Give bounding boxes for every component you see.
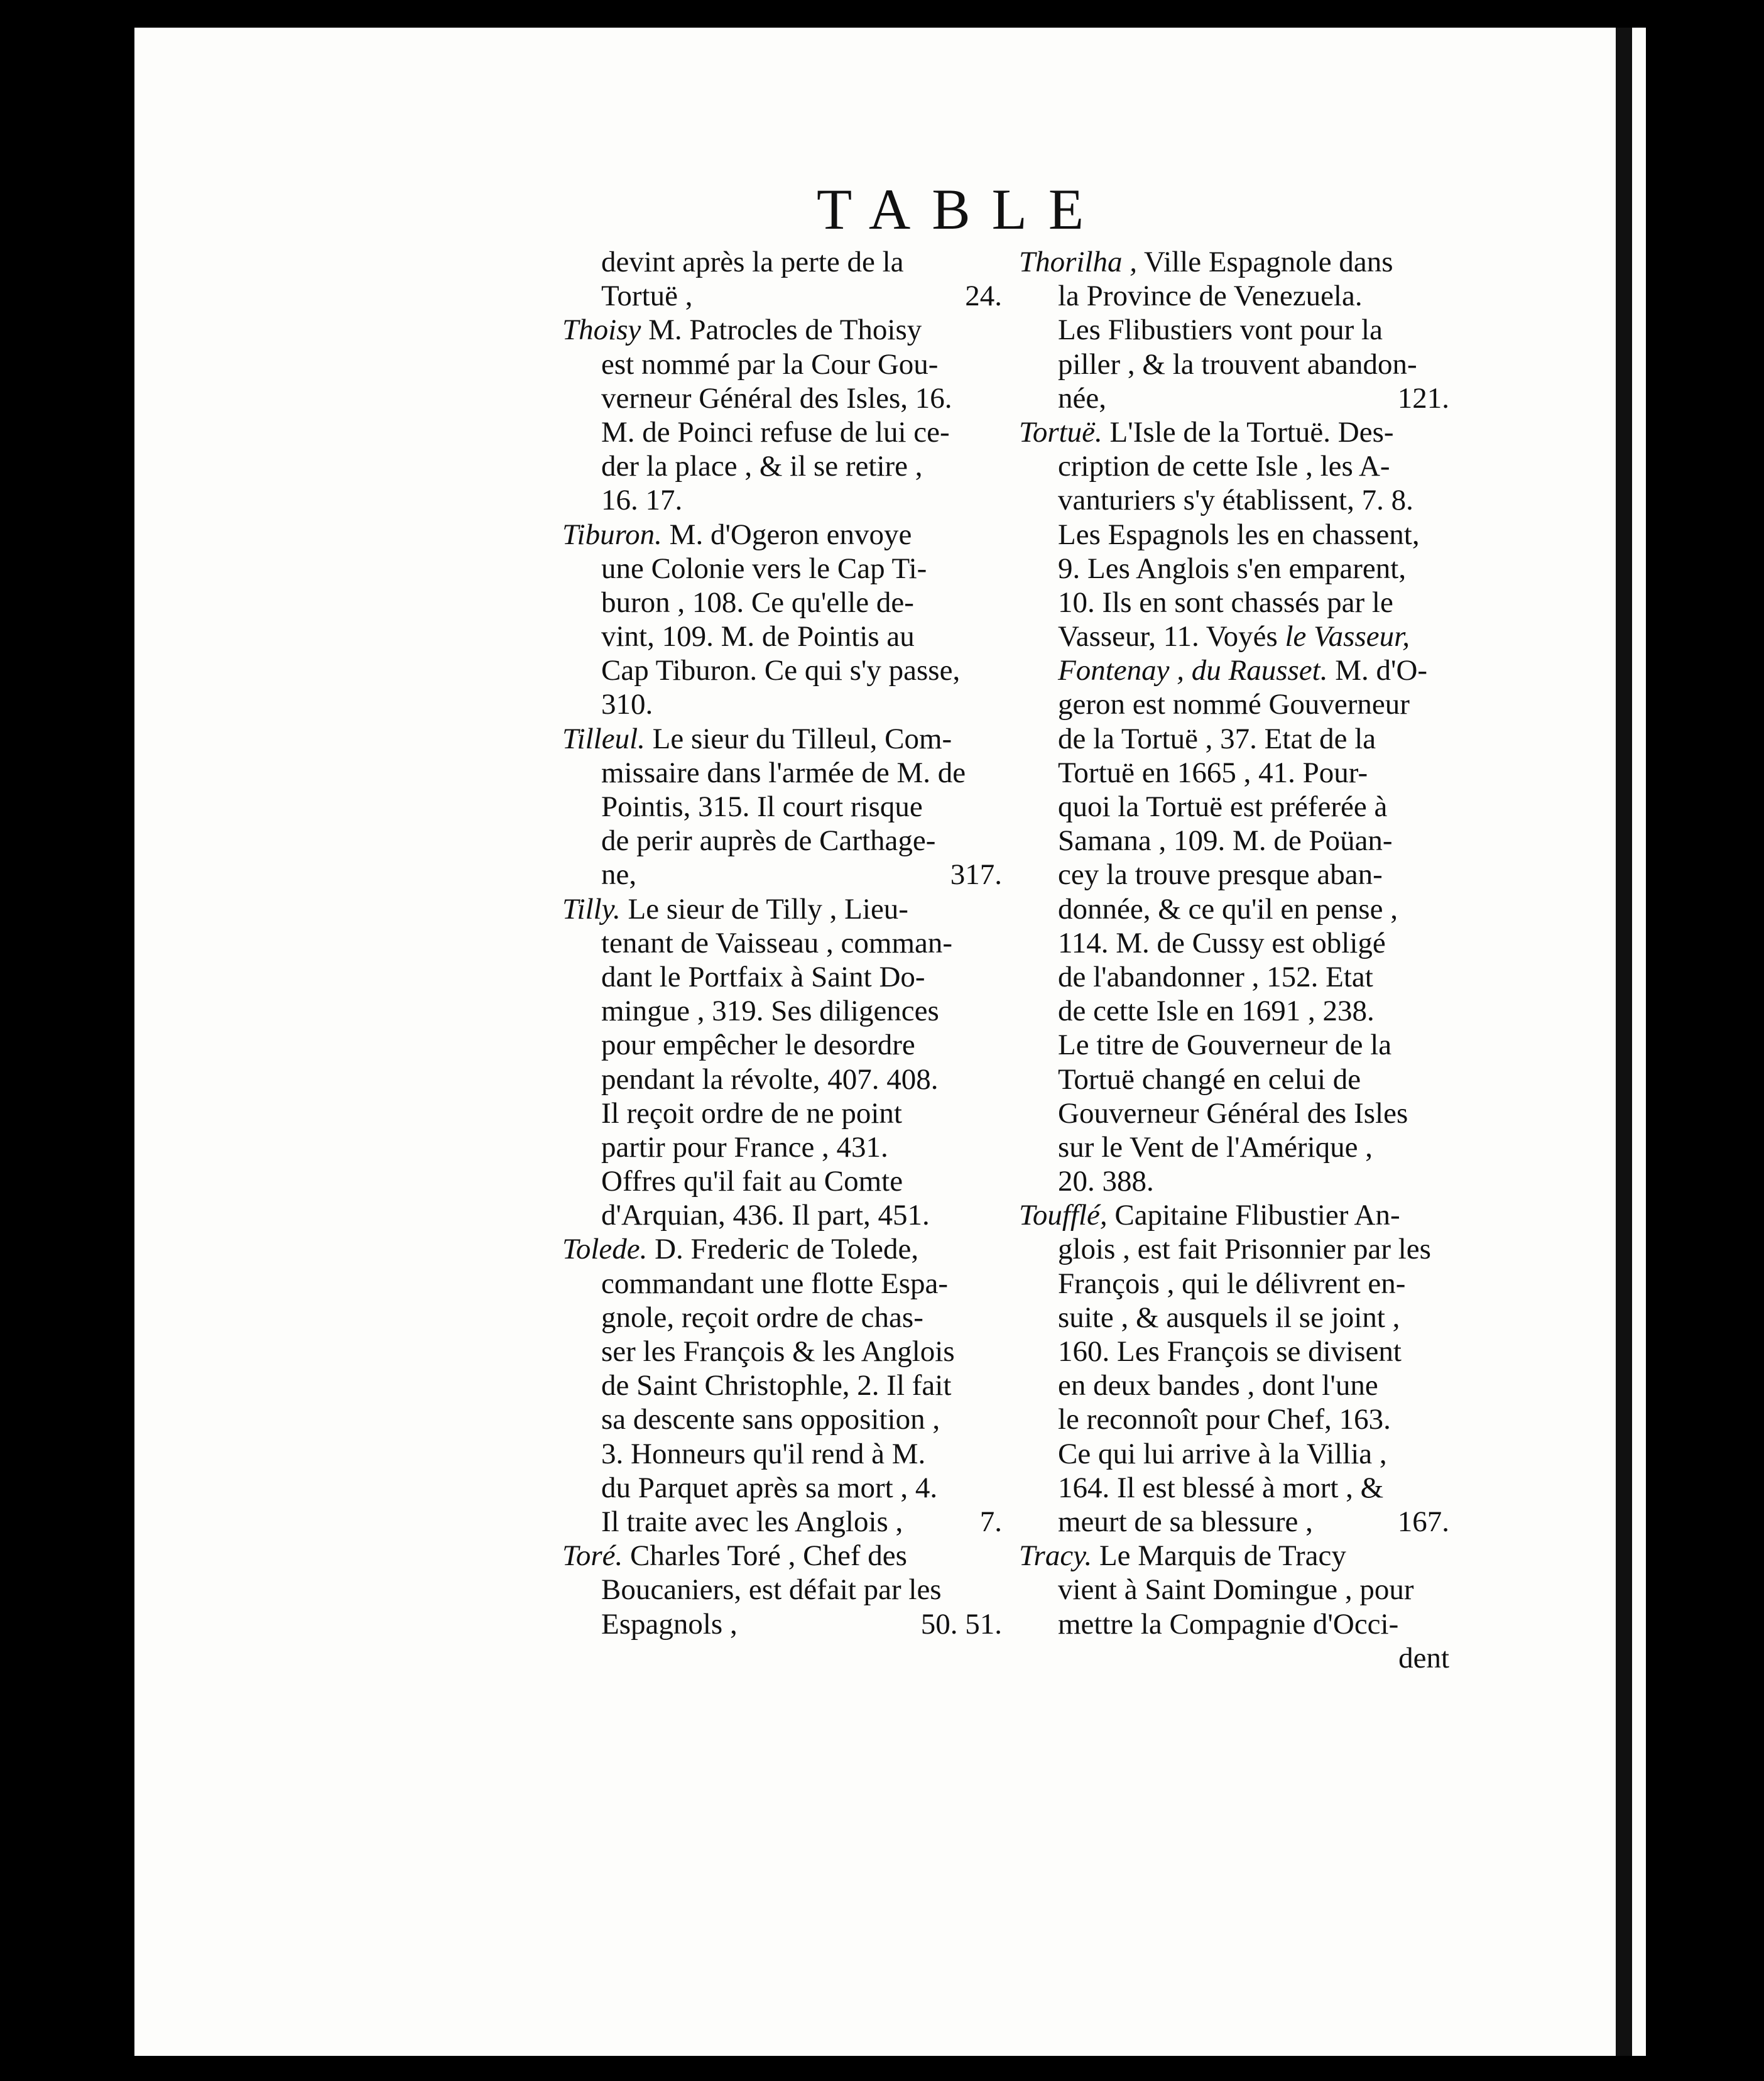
index-line [1019,858,1449,892]
index-line [562,790,1002,824]
entry-text [1058,824,1393,857]
entry-body: Espagnols , [601,1607,738,1641]
entry-body: de l'abandonner , 152. Etat [1058,960,1373,993]
entry-body: 3. Honneurs qu'il rend à M. [601,1437,926,1470]
index-line [562,1505,1002,1539]
entry-text [601,416,950,449]
entry-text [1058,1165,1154,1198]
entry-body: Il reçoit ordre de ne point [601,1096,902,1130]
index-line [562,1402,1002,1436]
entry-body: vient à Saint Domingue , pour [1058,1573,1414,1607]
entry-headword: Toré. [562,1539,623,1573]
entry-text [1058,1301,1400,1334]
index-line [1019,347,1449,381]
entry-body: Tortuë , [601,280,693,313]
entry-headword: Thorilha , [1019,246,1138,278]
index-line [562,960,1002,994]
index-line [562,892,1002,926]
entry-text [562,518,912,551]
index-line [1019,1062,1449,1096]
index-line [1019,926,1449,960]
entry-text [601,1063,938,1096]
entry-body: L'Isle de la Tortuë. Des- [1102,415,1394,449]
index-line [562,1062,1002,1096]
entry-body: de la Tortuë , 37. Etat de la [1058,722,1376,755]
entry-body: Ce qui lui arrive à la Villia , [1058,1437,1387,1470]
entry-body: ser les François & les Anglois [601,1335,955,1368]
index-line [562,552,1002,586]
entry-text [1058,484,1413,516]
entry-body: Le sieur du Tilleul, Com- [645,722,952,755]
page-title: TABLE [817,177,1106,241]
index-line [1019,620,1449,653]
right-column [1019,245,1449,1675]
entry-body: sur le Vent de l'Amérique , [1058,1130,1373,1164]
entry-text [601,450,923,483]
index-line [562,1368,1002,1402]
entry-body: cription de cette Isle , les A- [1058,450,1390,483]
index-line [1019,313,1449,347]
entry-headword: Tolede. [562,1233,648,1266]
index-line [562,279,1002,313]
entry-body: sa descente sans opposition , [601,1403,940,1436]
index-line [1019,1437,1449,1471]
entry-headword: Tilleul. [562,722,645,755]
entry-text [601,927,952,959]
entry-text [1058,1063,1361,1096]
index-line [562,381,1002,415]
index-line [1019,1164,1449,1198]
entry-text [601,654,960,687]
index-line [1019,1607,1449,1641]
index-line [1019,994,1449,1028]
entry-text [601,1029,915,1061]
entry-body: de cette Isle en 1691 , 238. [1058,995,1375,1028]
index-line [1019,1267,1449,1301]
index-line [562,824,1002,858]
entry-headword: Thoisy [562,314,641,347]
index-line [562,687,1002,721]
entry-text [601,858,636,892]
entry-body: Boucaniers, est défait par les [601,1573,942,1607]
entry-text [1058,1131,1373,1164]
entry-body: 20. 388. [1058,1165,1154,1198]
entry-text [1058,518,1420,551]
entry-text [1058,1505,1313,1539]
entry-body: Vasseur, 11. Voyés [1058,620,1285,653]
index-line [562,313,1002,347]
index-line [562,1232,1002,1266]
entry-text [601,1199,930,1232]
index-line [562,722,1002,756]
entry-text [1058,1403,1391,1436]
entry-headword: Tiburon. [562,518,662,551]
entry-headword: Toufflé, [1019,1199,1108,1232]
entry-body: Le titre de Gouverneur de la [1058,1029,1392,1062]
index-line [562,245,1002,279]
index-line [1019,1505,1449,1539]
index-line [562,1573,1002,1607]
entry-body: du Parquet après sa mort , 4. [601,1471,938,1504]
index-line [1019,483,1449,517]
entry-body: ne, [601,858,637,892]
entry-body: est nommé par la Cour Gou- [601,347,939,381]
index-line [562,756,1002,790]
index-line [562,620,1002,653]
entry-body: Il traite avec les Anglois , [601,1505,903,1538]
entry-text [601,484,682,516]
entry-body: François , qui le délivrent en- [1058,1267,1406,1300]
entry-text [1058,654,1427,687]
entry-body: née, [1058,381,1106,415]
entry-text [601,1097,902,1130]
entry-body: gnole, reçoit ordre de chas- [601,1301,923,1334]
entry-text [1058,280,1363,312]
entry-body: verneur Général des Isles, 16. [601,381,952,415]
entry-body: M. d'Ogeron envoye [662,518,912,551]
page-reference: 317. [950,858,1002,892]
page-gutter-shadow [1616,28,1632,2056]
page-reference: 24. [965,280,1002,313]
entry-body: 164. Il est blessé à mort , & [1058,1471,1384,1504]
index-line [562,483,1002,517]
entry-body: Offres qu'il fait au Comte [601,1165,903,1198]
entry-body: mingue , 319. Ses diligences [601,995,939,1028]
index-line [1019,824,1449,858]
entry-text [1058,961,1373,993]
index-line [1019,245,1449,279]
entry-text [1019,1199,1400,1232]
entry-headword: Tracy. [1019,1539,1092,1573]
index-line [1019,1539,1449,1573]
index-line [562,1096,1002,1130]
index-line [562,347,1002,381]
entry-body: donnée, & ce qu'il en pense , [1058,892,1398,926]
entry-body: Les Espagnols les en chassent, [1058,518,1420,551]
index-line [562,449,1002,483]
entry-text [601,790,923,823]
entry-body: pour empêcher le desordre [601,1029,915,1062]
index-line [1019,790,1449,824]
entry-text [601,688,653,721]
entry-headword: Tortuë. [1019,415,1102,449]
entry-body: M. de Poinci refuse de lui ce- [601,415,950,449]
index-line [1019,687,1449,721]
entry-body: missaire dans l'armée de M. de [601,756,966,789]
catchword: dent [1398,1641,1449,1674]
entry-text [1058,552,1406,585]
index-line [1019,1335,1449,1368]
entry-body: 160. Les François se divisent [1058,1335,1402,1368]
index-line [1019,892,1449,926]
entry-text [601,1335,955,1368]
entry-text [1058,450,1390,483]
entry-text [601,1267,948,1300]
index-line [1019,653,1449,687]
index-line [1019,1641,1449,1675]
entry-body: piller , & la trouvent abandon- [1058,347,1417,381]
entry-body: Samana , 109. M. de Poüan- [1058,824,1393,858]
entry-text [601,1301,923,1334]
entry-body: la Province de Venezuela. [1058,280,1363,313]
entry-body: Tortuë changé en celui de [1058,1062,1361,1096]
entry-text [1058,1369,1378,1402]
entry-body: Capitaine Flibustier An- [1107,1199,1400,1232]
index-line [1019,586,1449,620]
entry-text [1019,416,1394,449]
entry-body: d'Arquian, 436. Il part, 451. [601,1199,930,1232]
index-line [562,1471,1002,1505]
entry-body: quoi la Tortuë est préferée à [1058,790,1388,823]
index-line [562,518,1002,552]
index-line [1019,552,1449,586]
entry-text [601,620,915,653]
entry-text [1058,1335,1402,1368]
entry-body: buron , 108. Ce qu'elle de- [601,586,914,619]
entry-text [601,552,927,585]
page-reference: 50. 51. [920,1607,1002,1641]
entry-body: 16. 17. [601,484,683,517]
index-line [1019,1573,1449,1607]
entry-body: tenant de Vaisseau , comman- [601,926,953,959]
entry-text [601,1607,738,1641]
entry-text [1058,1438,1387,1470]
entry-body: Tortuë en 1665 , 41. Pour- [1058,756,1368,789]
entry-text [562,893,908,926]
entry-text [601,1505,903,1539]
entry-text [601,246,904,278]
page-reference: 7. [979,1505,1002,1538]
entry-body: glois , est fait Prisonnier par les [1058,1233,1431,1266]
entry-text [1058,1573,1414,1606]
index-line [562,926,1002,960]
entry-body: M. Patrocles de Thoisy [641,314,922,347]
entry-text [1058,1233,1431,1265]
index-line [562,1607,1002,1641]
index-line [1019,1368,1449,1402]
entry-text [601,1369,951,1402]
entry-text [1058,858,1383,891]
cross-reference: Fontenay , du Rausset. [1058,654,1328,687]
entry-text [601,1472,937,1504]
entry-text [1058,1267,1405,1300]
entry-text [1058,927,1386,959]
entry-body: meurt de sa blessure , [1058,1505,1313,1538]
index-line [1019,756,1449,790]
index-line [562,653,1002,687]
index-line [1019,1402,1449,1436]
entry-text [601,348,938,381]
entry-body: vint, 109. M. de Pointis au [601,620,915,653]
entry-text [1058,1608,1398,1641]
entry-body: en deux bandes , dont l'une [1058,1369,1378,1402]
entry-body: M. d'O- [1327,654,1428,687]
entry-body: de perir auprès de Carthage- [601,824,936,858]
entry-headword: Tilly. [562,892,621,926]
entry-body: Pointis, 315. Il court risque [601,790,923,823]
index-line [1019,722,1449,756]
entry-text [562,1539,907,1572]
index-line [562,994,1002,1028]
entry-text [601,756,966,789]
entry-body: geron est nommé Gouverneur [1058,688,1410,721]
entry-body: 10. Ils en sont chassés par le [1058,586,1393,619]
index-line [1019,1301,1449,1335]
entry-text [601,1165,903,1198]
entry-text [601,1403,940,1436]
page-reference: 167. [1397,1505,1449,1538]
entry-body: une Colonie vers le Cap Ti- [601,552,927,585]
page-reference: 121. [1397,381,1449,415]
index-line [1019,1471,1449,1505]
entry-body: Les Flibustiers vont pour la [1058,314,1383,347]
entry-text [1058,620,1410,653]
index-line [1019,1130,1449,1164]
index-line [562,1267,1002,1301]
entry-text [1058,314,1383,346]
entry-text [1058,995,1375,1027]
next-page-edge [1632,28,1646,2056]
entry-body: Le sieur de Tilly , Lieu- [620,892,908,926]
entry-body: devint après la perte de la [601,246,904,278]
index-line [562,1335,1002,1368]
index-line [562,1130,1002,1164]
entry-body: 9. Les Anglois s'en emparent, [1058,552,1407,585]
entry-body: 114. M. de Cussy est obligé [1058,926,1386,959]
index-line [1019,381,1449,415]
entry-text [562,1233,918,1265]
entry-body: Ville Espagnole dans [1137,246,1393,278]
entry-text [1019,246,1393,278]
index-line [1019,279,1449,313]
entry-text [562,723,952,755]
entry-body: Cap Tiburon. Ce qui s'y passe, [601,654,961,687]
entry-text [1058,756,1368,789]
index-line [562,1164,1002,1198]
entry-text [1058,586,1393,619]
entry-text [601,1573,942,1606]
entry-body: dant le Portfaix à Saint Do- [601,960,925,993]
entry-text [601,279,693,313]
entry-body: Le Marquis de Tracy [1092,1539,1346,1573]
index-line [562,1028,1002,1062]
entry-text [1058,893,1398,926]
entry-text [601,1438,925,1470]
index-line [1019,518,1449,552]
entry-text [601,995,939,1027]
entry-body: suite , & ausquels il se joint , [1058,1301,1400,1334]
entry-body: cey la trouve presque aban- [1058,858,1383,892]
entry-text [562,314,922,346]
index-line [1019,1028,1449,1062]
index-line [1019,1198,1449,1232]
index-line [1019,1096,1449,1130]
entry-body: D. Frederic de Tolede, [647,1233,919,1266]
entry-body: pendant la révolte, 407. 408. [601,1062,939,1096]
entry-text [1019,1539,1346,1572]
entry-text [1058,790,1387,823]
entry-body: partir pour France , 431. [601,1130,888,1164]
entry-body: Charles Toré , Chef des [623,1539,907,1573]
index-line [562,1437,1002,1471]
index-line [1019,415,1449,449]
entry-text [1058,381,1106,415]
index-line [562,1301,1002,1335]
cross-reference: le Vasseur, [1285,620,1410,653]
entry-text [601,824,935,857]
index-line [562,1539,1002,1573]
entry-body: commandant une flotte Espa- [601,1267,949,1300]
index-line [562,586,1002,620]
entry-text [1058,723,1376,755]
entry-body: Gouverneur Général des Isles [1058,1096,1408,1130]
index-line [562,415,1002,449]
index-line [1019,449,1449,483]
left-column [562,245,1002,1641]
entry-text [1058,1472,1383,1504]
entry-body: mettre la Compagnie d'Occi- [1058,1607,1399,1641]
index-line [1019,960,1449,994]
entry-text [601,1131,888,1164]
entry-body: der la place , & il se retire , [601,450,923,483]
entry-body: de Saint Christophle, 2. Il fait [601,1369,952,1402]
index-line [562,1198,1002,1232]
index-line [562,858,1002,892]
entry-body: 310. [601,688,653,721]
entry-text [601,961,925,993]
entry-text [1058,348,1417,381]
entry-text [1058,688,1410,721]
index-line [1019,1232,1449,1266]
entry-text [1058,1097,1408,1130]
entry-text [601,586,914,619]
entry-text [601,382,952,415]
entry-body: vanturiers s'y établissent, 7. 8. [1058,484,1413,517]
entry-text [1058,1029,1391,1061]
entry-body: le reconnoît pour Chef, 163. [1058,1403,1391,1436]
